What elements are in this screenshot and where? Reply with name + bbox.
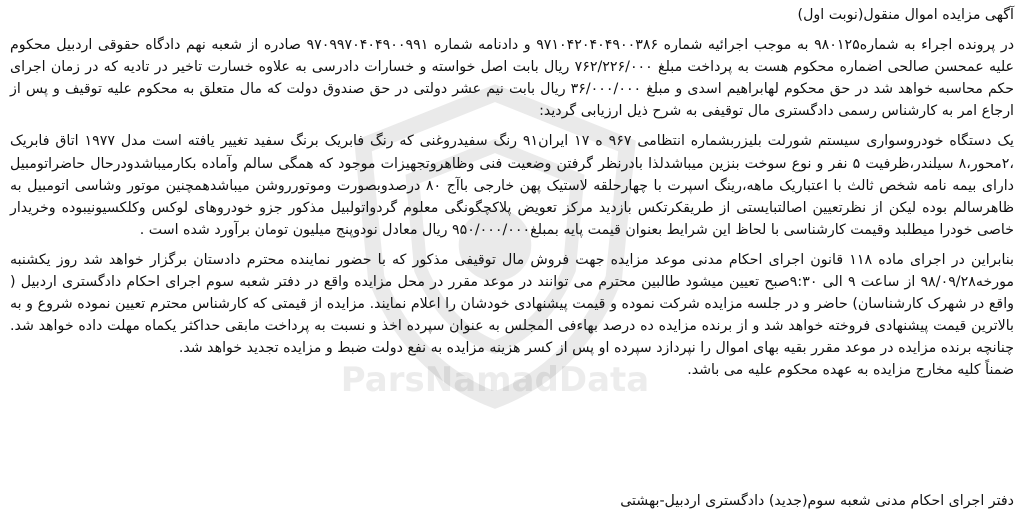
auction-costs-note: ضمناً کلیه مخارج مزایده به عهده محکوم علیه می باشد. <box>687 362 1014 379</box>
auction-terms-paragraph: بنابراین در اجرای ماده ۱۱۸ قانون اجرای احکام مدنی موعد مزایده جهت فروش مال توقیفی مذکور که با حضور نماینده محترم دادستان برگزار خواهد شد روز یکشنبه مورخه۹۸/۰۹/۲۸ از ساعت ۹ الی ۹:۳۰صبح تعیین میشود طالبین محترم می توانند در موعد مقرر در محل مزایده واقع در دفتر شعبه سوم اجرای احکام دادگستری اردبیل ( واقع در شهرک کارشناسان) حاضر و در جلسه مزایده شرکت نموده و قیمت پیشنهادی خودشان را اعلام نمایند. مزایده از قیمتی که کارشناس محترم تعیین نموده شروع و به بالاترین قیمت پیشنهادی فروخته خواهد شد و از برنده مزایده ده درصد بهاءفی المجلس به عنوان سپرده اخذ و نسبت به پرداخت مابقی حداکثر یکماه مهلت داده خواهد شد. چنانچه برنده مزایده در موعد مقرر بقیه بهای اموال را نپردازد سپرده او پس از کسر هزینه مزایده به نفع دولت ضبط و مزایده تجدید خواهد شد. <box>10 251 1015 357</box>
watermark-text: ParsNamadData <box>340 360 650 400</box>
property-description-paragraph: یک دستگاه خودروسواری سیستم شورلت بلیزربشماره انتظامی ۹۶۷ ه ۱۷ ایران۹۱ رنگ سفیدروغنی که رنگ فابریک برنگ سفید تغییر یافته است مدل ۱۹۷۷ اتاق فابریک ،۲محور،۸ سیلندر،ظرفیت ۵ نفر و نوع سوخت بنزین میباشدلذا بادرنظر گرفتن وضعیت فنی وظاهروتجهیزات موجود که همگی سالم وآماده بکارمیباشدودرحال حاضراتومبیل دارای بیمه نامه شخص ثالث با اعتباریک ماهه،رینگ اسپرت با چهارحلقه لاستیک پهن خارجی باآج ۸۰ درصدوبصورت وموتورروشن میباشدهمچنین موتور وشاسی اتومبیل به ظاهرسالم بوده لیکن از نظرتعیین اصالتبایستی از طریقکرتکس بازدید مرکز تعویض پلاکچگونگی معلوم گردواتولبیل مذکور جزو خودروهای لوکس وکلکسیونیبوده وخریدار خاصی خودرا میطلبد وقیمت کارشناسی با لحاظ این شرایط بعنوان قیمت پایه بمبلغ۹۵۰/۰۰۰/۰۰۰ ریال معادل نودوپنج میلیون تومان برآورد شده است . <box>10 133 1015 238</box>
notice-document <box>10 4 1014 513</box>
case-paragraph: در پرونده اجراء به شماره۹۸۰۱۲۵ به موجب اجرائیه شماره ۹۷۱۰۴۲۰۴۰۴۹۰۰۳۸۶ و دادنامه شماره ۹۷۰۹۹۷۰۴۰۴۹۰۰۹۹۱ صادره از شعبه نهم دادگاه حقوقی اردبیل محکوم علیه عمحسن صالحی اضماره محکوم هست به پرداخت مبلغ ۷۶۲/۲۲۶/۰۰۰ ریال بابت اصل خواسته و خسارات دادرسی به علاوه خسارت تاخیر در تادیه که در زمان اجرای حکم محاسبه خواهد شد در حق محکوم لهابراهیم اسدی و مبلغ ۳۶/۰۰۰/۰۰۰ ریال بابت نیم عشر دولتی در حق صندوق دولت که مال متعلق به محکوم علیه توقیف و پس از ارجاع امر به کارشناس رسمی دادگستری مال توقیفی به شرح ذیل ارزیابی گردید: <box>10 37 1015 120</box>
notice-title: آگهی مزایده اموال منقول(نوبت اول) <box>797 7 1014 23</box>
issuing-office-signature: دفتر اجرای احکام مدنی شعبه سوم(جدید) دادگستری اردبیل-بهشتی <box>620 493 1014 509</box>
